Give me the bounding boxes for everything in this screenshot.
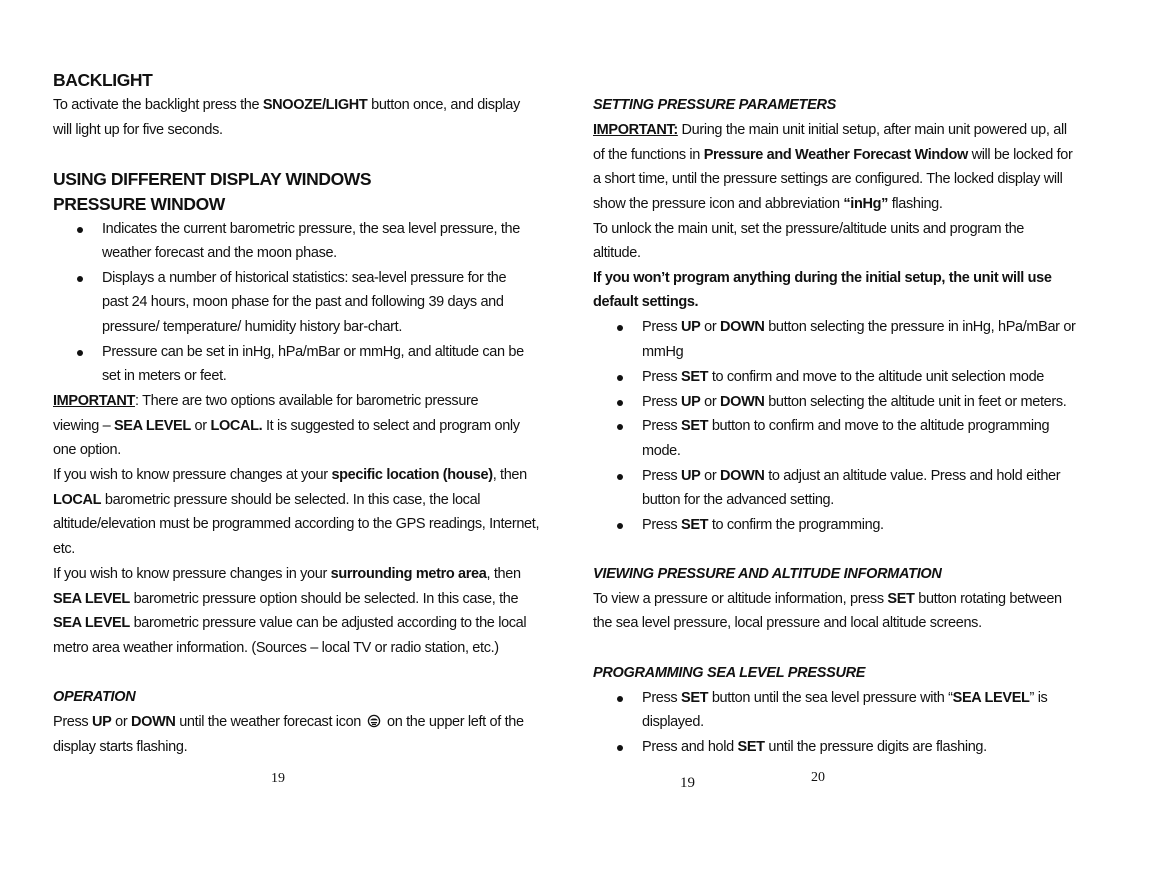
page-number: 20 [811,770,825,785]
bullet-text: past 24 hours, moon phase for the past and following 39 days and [102,294,504,310]
metro-line: SEA LEVEL barometric pressure value can be adjusted according to the local [53,615,527,631]
bullet-text: weather forecast and the moon phase. [102,245,337,261]
metro-line: If you wish to know pressure changes in your surrounding metro area, then [53,566,521,582]
operation-line: Press UP or DOWN until the weather forecast icon on the upper left of the [53,714,524,730]
bullet-dot [617,424,623,430]
bullet-text: mode. [642,443,681,459]
viewing-line: To view a pressure or altitude information, press SET button rotating between [593,591,1062,607]
bullet-dot [617,375,623,381]
viewing-line: the sea level pressure, local pressure and local altitude screens. [593,615,982,631]
setting-line: altitude. [593,245,641,261]
page-number: 19 [680,775,695,791]
local-line: etc. [53,541,75,557]
bullet-dot [617,696,623,702]
bullet-dot [617,523,623,529]
setting-pressure-heading: SETTING PRESSURE PARAMETERS [593,97,836,113]
important-line: one option. [53,442,121,458]
weather-forecast-icon [367,714,381,728]
metro-line: metro area weather information. (Sources – local TV or radio station, etc.) [53,640,499,656]
pressure-window-heading: PRESSURE WINDOW [53,194,225,214]
setting-line: To unlock the main unit, set the pressure/altitude units and program the [593,221,1025,237]
bullet-text: Press UP or DOWN to adjust an altitude value. Press and hold either [642,468,1061,484]
bullet-dot [77,350,83,356]
operation-heading: OPERATION [53,689,136,705]
setting-line: of the functions in Pressure and Weather Forecast Window will be locked for [593,147,1073,163]
bullet-text: set in meters or feet. [102,368,227,384]
bullet-text: Indicates the current barometric pressure, the sea level pressure, the [102,221,520,237]
bullet-text: pressure/ temperature/ humidity history bar-chart. [102,319,403,335]
bullet-text: Press SET button to confirm and move to the altitude programming [642,418,1050,434]
metro-line: SEA LEVEL barometric pressure option should be selected. In this case, the [53,591,519,607]
bullet-dot [617,745,623,751]
bullet-dot [77,227,83,233]
bullet-text: Displays a number of historical statistics: sea-level pressure for the [102,270,507,286]
important-line: viewing – SEA LEVEL or LOCAL. It is suggested to select and program only [53,418,520,434]
display-windows-heading: USING DIFFERENT DISPLAY WINDOWS [53,169,372,189]
setting-line: IMPORTANT: During the main unit initial setup, after main unit powered up, all [593,122,1067,138]
bullet-text: mmHg [642,344,684,360]
bullet-dot [617,400,623,406]
bullet-text: Press and hold SET until the pressure digits are flashing. [642,739,987,755]
programming-sea-level-heading: PROGRAMMING SEA LEVEL PRESSURE [593,665,866,681]
viewing-pressure-heading: VIEWING PRESSURE AND ALTITUDE INFORMATION [593,566,942,582]
bullet-text: Press UP or DOWN button selecting the pressure in inHg, hPa/mBar or [642,319,1076,335]
bullet-text: Pressure can be set in inHg, hPa/mBar or mmHg, and altitude can be [102,344,524,360]
bullet-dot [617,325,623,331]
setting-line: show the pressure icon and abbreviation “inHg” flashing. [593,196,943,212]
important-line: IMPORTANT: There are two options available for barometric pressure [53,393,479,409]
operation-line: display starts flashing. [53,739,188,755]
local-line: If you wish to know pressure changes at your specific location (house), then [53,467,527,483]
bullet-text: Press SET to confirm and move to the altitude unit selection mode [642,369,1045,385]
local-line: altitude/elevation must be programmed according to the GPS readings, Internet, [53,516,540,532]
bullet-text: displayed. [642,714,704,730]
local-line: LOCAL barometric pressure should be selected. In this case, the local [53,492,481,508]
bullet-dot [77,276,83,282]
backlight-heading: BACKLIGHT [53,70,153,90]
bullet-text: button for the advanced setting. [642,492,834,508]
bullet-text: Press UP or DOWN button selecting the altitude unit in feet or meters. [642,394,1067,410]
backlight-line: To activate the backlight press the SNOOZE/LIGHT button once, and display [53,97,520,113]
setting-line: If you won’t program anything during the initial setup, the unit will use [593,270,1052,286]
bullet-dot [617,474,623,480]
bullet-text: Press SET button until the sea level pressure with “SEA LEVEL” is [642,690,1048,706]
bullet-text: Press SET to confirm the programming. [642,517,884,533]
setting-line: default settings. [593,294,699,310]
setting-line: a short time, until the pressure settings are configured. The locked display will [593,171,1063,187]
backlight-line: will light up for five seconds. [53,122,223,138]
page-number: 19 [271,771,285,786]
